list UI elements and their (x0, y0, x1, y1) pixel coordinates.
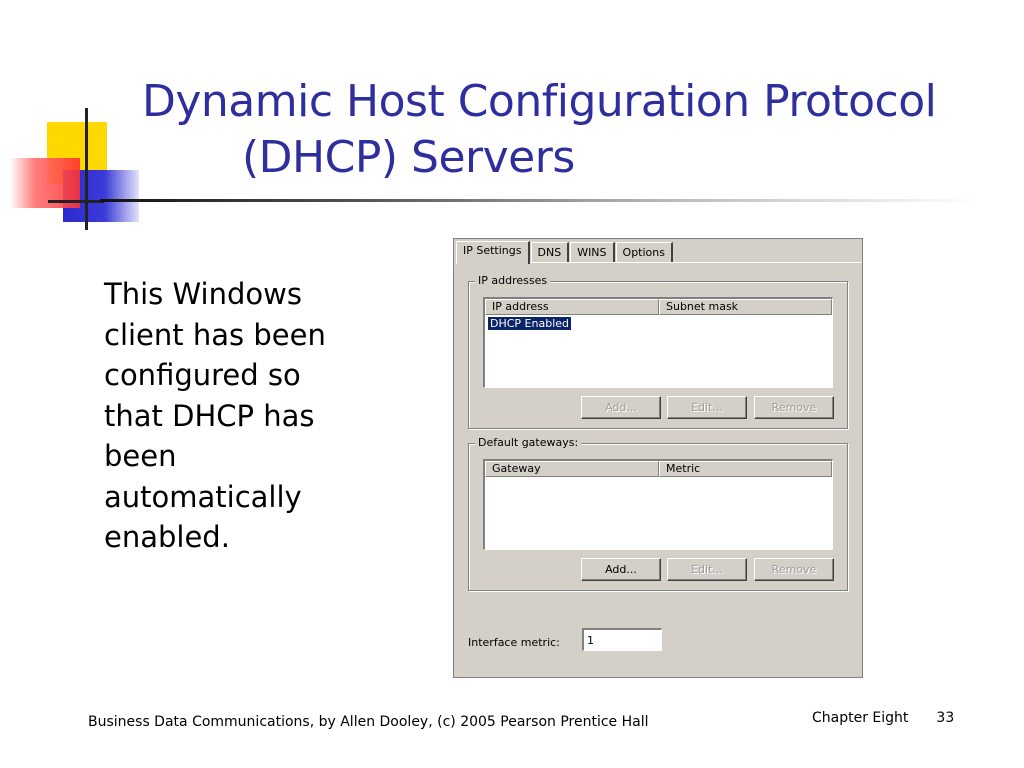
slide-title-line1: Dynamic Host Configuration Protocol (142, 76, 937, 127)
ip-addresses-label: IP addresses (475, 274, 550, 287)
column-metric[interactable]: Metric (659, 461, 832, 477)
list-item[interactable] (485, 315, 832, 332)
tab-dns[interactable]: DNS (531, 242, 570, 263)
gateway-list[interactable] (483, 459, 833, 550)
logo-horizontal-line (48, 200, 104, 203)
ip-list-header (485, 299, 832, 315)
footer-chapter: Chapter Eight (812, 710, 909, 726)
tab-ip-settings[interactable]: IP Settings (456, 241, 530, 264)
interface-metric-input[interactable] (582, 628, 662, 651)
ip-settings-panel (456, 262, 862, 675)
gateway-add-button[interactable]: Add... (581, 558, 661, 581)
logo-vertical-line (85, 108, 88, 230)
footer-citation: Business Data Communications, by Allen Dooley, (c) 2005 Pearson Prentice Hall (88, 714, 649, 730)
ip-edit-button[interactable]: Edit... (667, 396, 747, 419)
default-gateways-label: Default gateways: (475, 436, 581, 449)
default-gateways-group (468, 436, 848, 591)
gateway-remove-button[interactable]: Remove (754, 558, 834, 581)
slide-title-line2: (DHCP) Servers (242, 132, 575, 183)
tab-wins[interactable]: WINS (570, 242, 614, 263)
page-number: 33 (936, 710, 955, 726)
footer-chapter-page (812, 710, 954, 726)
gateway-edit-button[interactable]: Edit... (667, 558, 747, 581)
ip-entry-dhcp-enabled[interactable]: DHCP Enabled (490, 317, 570, 330)
ip-addresses-group (468, 274, 848, 429)
slide-logo (0, 0, 150, 240)
ip-address-list[interactable] (483, 297, 833, 388)
title-underline (100, 199, 980, 202)
tcpip-settings-dialog (453, 238, 863, 678)
slide-title (142, 74, 1012, 186)
tab-bar (456, 241, 674, 263)
tab-options[interactable]: Options (616, 242, 673, 263)
column-subnet-mask[interactable]: Subnet mask (659, 299, 832, 315)
slide-body-text: This Windows client has been configured so that DHCP has been automatically enabled. (104, 277, 326, 554)
column-ip-address[interactable]: IP address (485, 299, 659, 315)
interface-metric-label: Interface metric: (468, 636, 560, 649)
ip-add-button[interactable]: Add... (581, 396, 661, 419)
column-gateway[interactable]: Gateway (485, 461, 659, 477)
gateway-list-header (485, 461, 832, 477)
ip-remove-button[interactable]: Remove (754, 396, 834, 419)
